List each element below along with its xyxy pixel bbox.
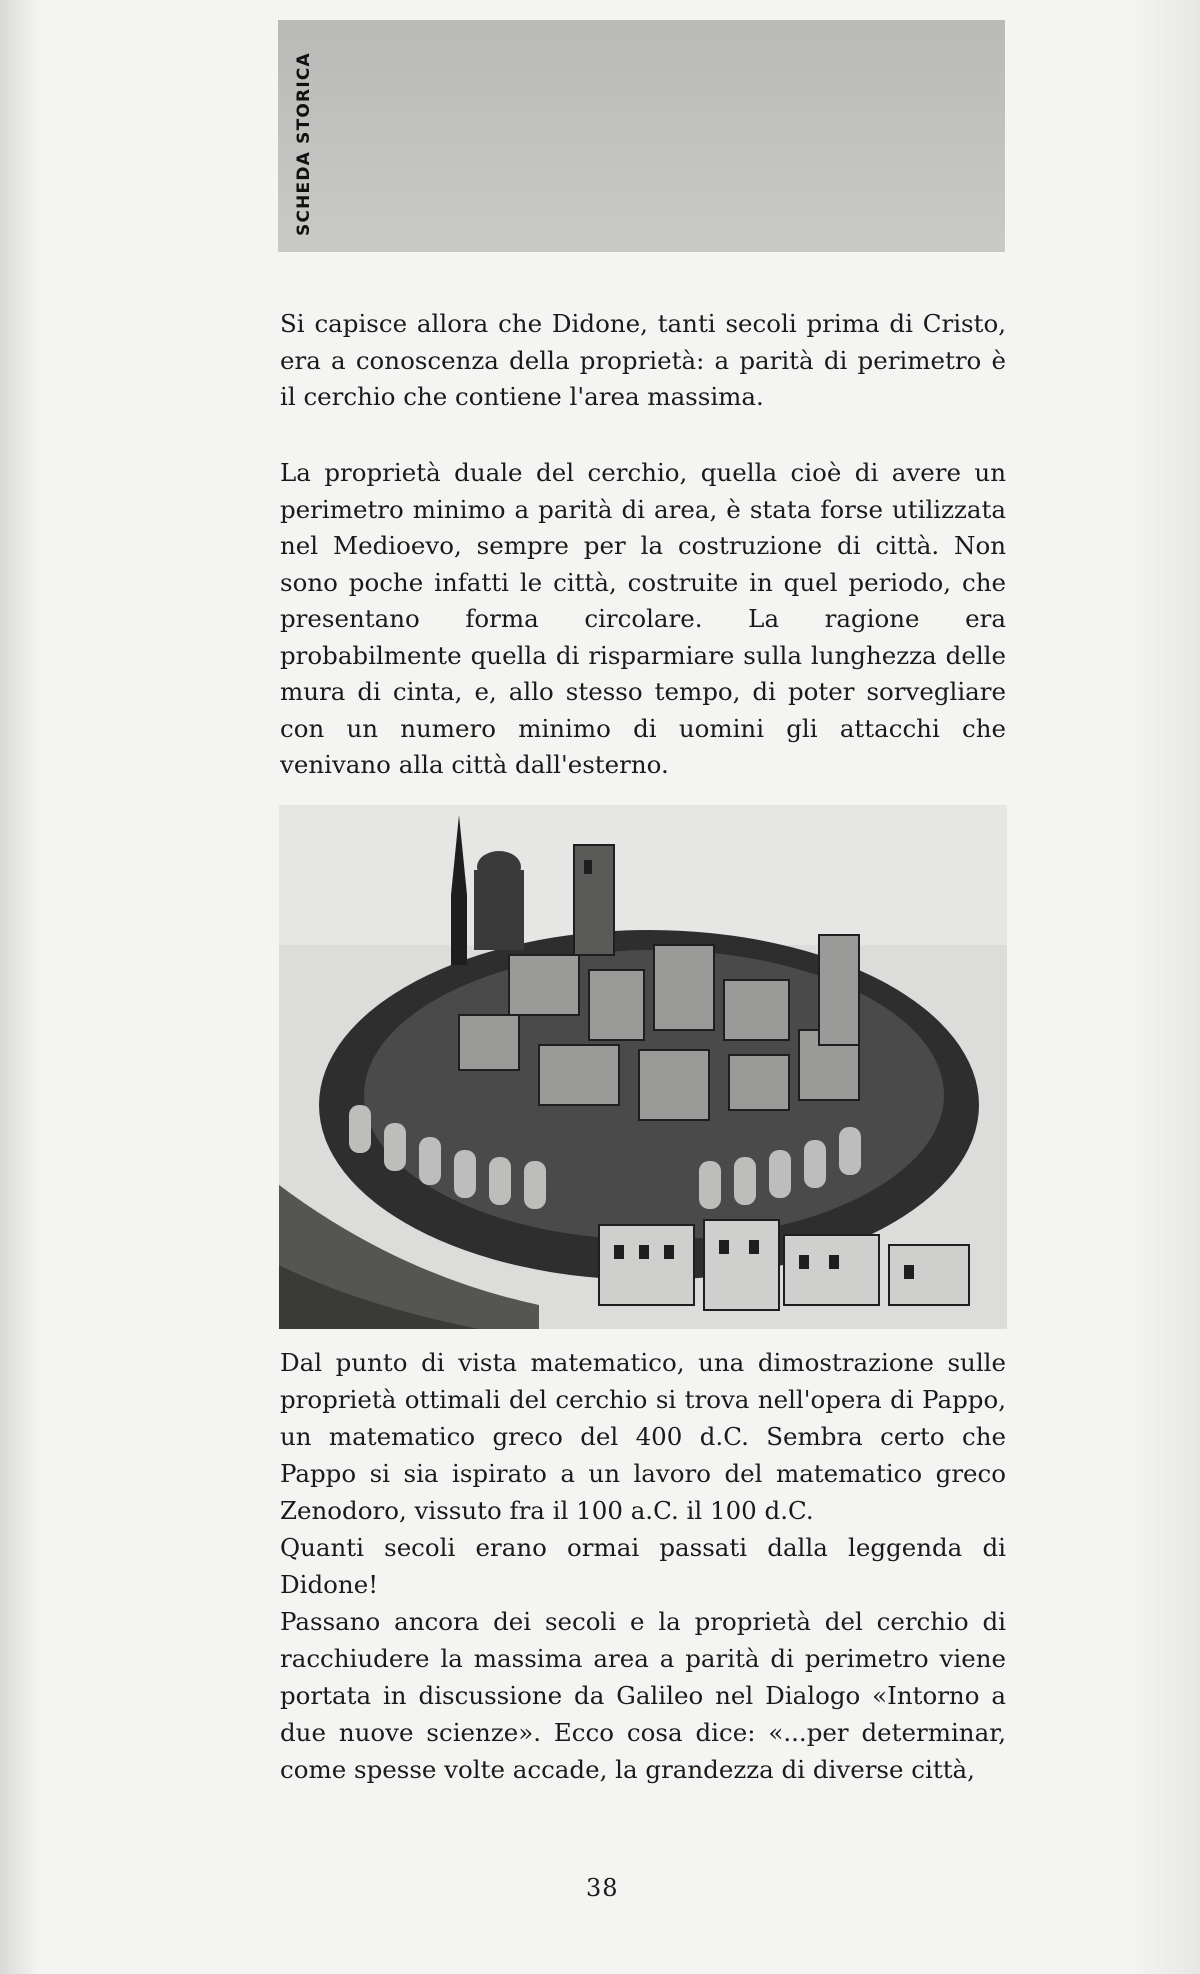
paragraph-didone-exclamation: Quanti secoli erano ormai passati dalla leggenda di Didone! bbox=[280, 1533, 1006, 1599]
section-label bbox=[278, 20, 314, 252]
paragraph-galileo: Passano ancora dei secoli e la proprietà del cerchio di racchiudere la massima area a parità di perimetro viene portata in discussione da Galileo nel Dialogo «Intorno a due nuove scienze». Ecco cosa dice: «...per determinar, come spesse volte accade, la grandezza di diverse città, bbox=[280, 1607, 1006, 1784]
circular-city-illustration bbox=[279, 805, 1007, 1329]
header-band bbox=[278, 20, 1005, 252]
page-left-shadow bbox=[0, 0, 40, 1974]
page-right-edge bbox=[1130, 0, 1200, 1974]
paragraph-pappo-text: Dal punto di vista matematico, una dimostrazione sulle proprietà ottimali del cerchio si trova nell'opera di Pappo, un matematico greco del 400 d.C. Sembra certo che Pappo si sia ispirato a un lavoro del matematico greco Zenodoro, vissuto fra il 100 a.C. il 100 d.C. bbox=[280, 1348, 1006, 1525]
section-label-text: SCHEDA STORICA bbox=[294, 52, 314, 236]
paragraph-didone: Si capisce allora che Didone, tanti secoli prima di Cristo, era a conoscenza della proprietà: a parità di perimetro è il cerchio che contiene l'area massima. bbox=[280, 309, 1006, 411]
paragraph-medioevo: La proprietà duale del cerchio, quella cioè di avere un perimetro minimo a parità di area, è stata forse utilizzata nel Medioevo, sempre per la costruzione di città. Non sono poche infatti le città, costruite in quel periodo, che presentano forma circolare. La ragione era probabilmente quella di risparmiare sulla lunghezza delle mura di cinta, e, allo stesso tempo, di poter sorvegliare con un numero minimo di uomini gli attacchi che venivano alla città dall'esterno. bbox=[280, 458, 1006, 779]
paragraph-pappo bbox=[280, 1344, 1006, 1788]
page-number: 38 bbox=[586, 1874, 619, 1902]
